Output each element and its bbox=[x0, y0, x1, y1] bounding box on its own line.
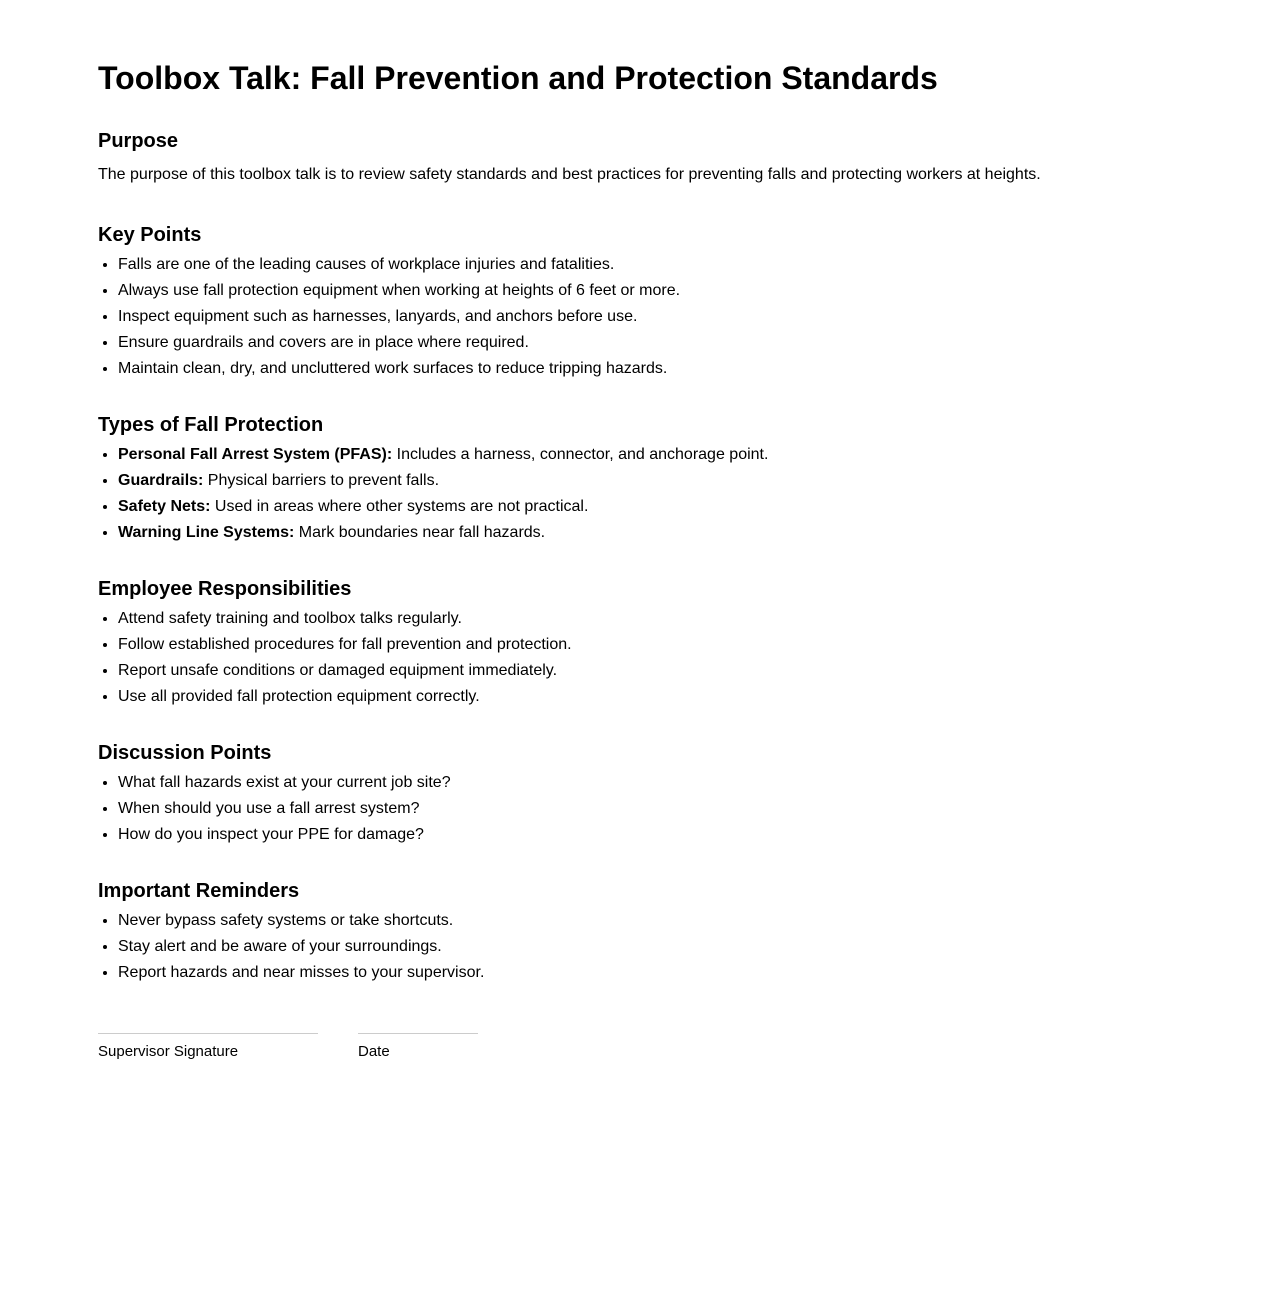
discussion-list bbox=[98, 773, 451, 845]
responsibilities-list bbox=[98, 609, 572, 707]
types-list bbox=[98, 445, 768, 543]
types-heading: Types of Fall Protection bbox=[98, 414, 324, 436]
reminders-section bbox=[98, 879, 484, 989]
list-item: • What fall hazards exist at your current job site? bbox=[118, 773, 451, 793]
date-label: Date bbox=[358, 1043, 390, 1060]
discussion-section bbox=[98, 741, 451, 851]
term-description: Physical barriers to prevent falls. bbox=[203, 472, 440, 489]
term-label: Warning Line Systems: bbox=[118, 524, 295, 541]
date-block bbox=[358, 1033, 478, 1061]
page-title: Toolbox Talk: Fall Prevention and Protection Standards bbox=[98, 60, 938, 96]
list-item bbox=[118, 523, 768, 543]
term-label: Safety Nets: bbox=[118, 498, 211, 515]
list-item bbox=[118, 445, 768, 465]
list-item: • Maintain clean, dry, and uncluttered work surfaces to reduce tripping hazards. bbox=[118, 359, 680, 379]
purpose-heading: Purpose bbox=[98, 130, 179, 152]
purpose-text: The purpose of this toolbox talk is to review safety standards and best practices for preventing falls and protecting workers at heights. bbox=[98, 166, 1041, 183]
list-item bbox=[118, 471, 768, 491]
list-item: • Report hazards and near misses to your supervisor. bbox=[118, 963, 484, 983]
list-item: • When should you use a fall arrest system? bbox=[118, 799, 451, 819]
responsibilities-heading: Employee Responsibilities bbox=[98, 578, 352, 600]
key-points-section bbox=[98, 223, 680, 385]
reminders-heading: Important Reminders bbox=[98, 880, 300, 902]
supervisor-signature-line bbox=[98, 1033, 318, 1034]
term-description: Includes a harness, connector, and anchorage point. bbox=[392, 446, 769, 463]
key-points-list bbox=[98, 255, 680, 379]
list-item: • Stay alert and be aware of your surroundings. bbox=[118, 937, 484, 957]
term-label: Personal Fall Arrest System (PFAS): bbox=[118, 446, 393, 463]
discussion-heading: Discussion Points bbox=[98, 742, 272, 764]
list-item: • Inspect equipment such as harnesses, lanyards, and anchors before use. bbox=[118, 307, 680, 327]
term-description: Used in areas where other systems are not practical. bbox=[210, 498, 589, 515]
key-points-heading: Key Points bbox=[98, 224, 202, 246]
list-item: • Falls are one of the leading causes of workplace injuries and fatalities. bbox=[118, 255, 680, 275]
list-item: • Use all provided fall protection equipment correctly. bbox=[118, 687, 572, 707]
list-item: • Follow established procedures for fall prevention and protection. bbox=[118, 635, 572, 655]
list-item: • Never bypass safety systems or take shortcuts. bbox=[118, 911, 484, 931]
date-line bbox=[358, 1033, 478, 1034]
list-item: • Report unsafe conditions or damaged equipment immediately. bbox=[118, 661, 572, 681]
supervisor-signature-block bbox=[98, 1033, 318, 1061]
list-item: • Always use fall protection equipment when working at heights of 6 feet or more. bbox=[118, 281, 680, 301]
responsibilities-section bbox=[98, 577, 572, 713]
supervisor-signature-label: Supervisor Signature bbox=[98, 1043, 239, 1060]
types-section bbox=[98, 413, 768, 549]
list-item: • How do you inspect your PPE for damage? bbox=[118, 825, 451, 845]
list-item: • Ensure guardrails and covers are in place where required. bbox=[118, 333, 680, 353]
purpose-section bbox=[98, 129, 1041, 185]
signature-area bbox=[98, 1033, 478, 1061]
term-label: Guardrails: bbox=[118, 472, 204, 489]
list-item: • Attend safety training and toolbox talks regularly. bbox=[118, 609, 572, 629]
term-description: Mark boundaries near fall hazards. bbox=[294, 524, 546, 541]
reminders-list bbox=[98, 911, 484, 983]
list-item bbox=[118, 497, 768, 517]
